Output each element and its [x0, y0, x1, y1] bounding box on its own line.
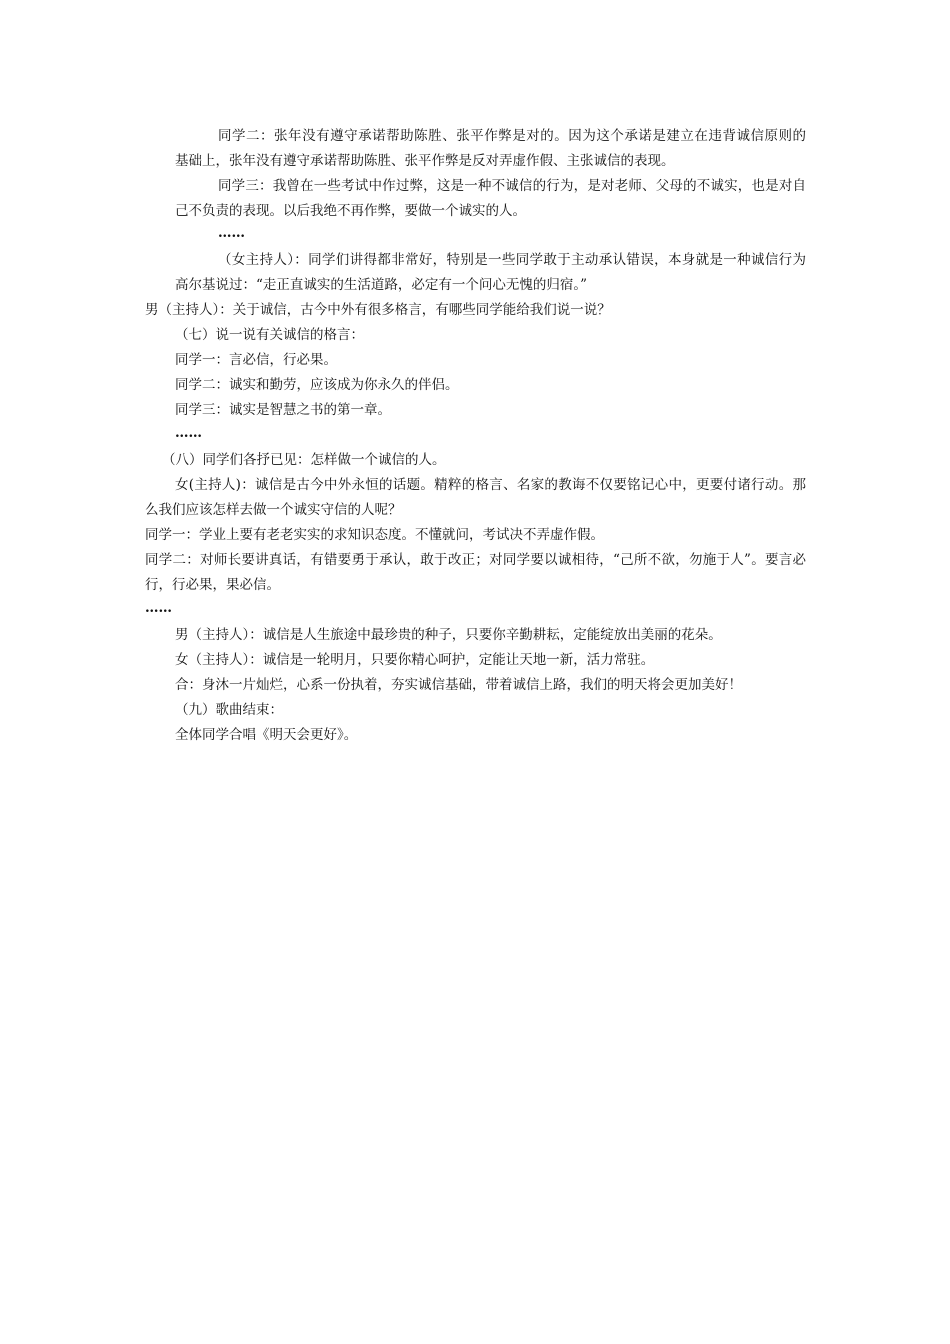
text-line: 全体同学合唱《明天会更好》。: [175, 727, 358, 743]
text-line: 男（主持人）：诚信是人生旅途中最珍贵的种子，只要你辛勤耕耘，定能绽放出美丽的花朵。: [175, 627, 722, 643]
text-line: 己不负责的表现。以后我绝不再作弊，要做一个诚实的人。: [175, 203, 526, 219]
text-line: 同学二：张年没有遵守承诺帮助陈胜、张平作弊是对的。因为这个承诺是建立在违背诚信原则的: [218, 128, 806, 144]
text-line: 女（主持人）：诚信是一轮明月，只要你精心呵护，定能让天地一新，活力常驻。: [175, 652, 655, 668]
ellipsis: ……: [145, 600, 172, 616]
text-line: 么我们应该怎样去做一个诚实守信的人呢？: [145, 502, 402, 518]
text-line: 行，行必果，果必信。: [145, 577, 280, 593]
ellipsis: ……: [175, 425, 202, 441]
text-line: 高尔基说过：“走正直诚实的生活道路，必定有一个问心无愧的归宿。”: [175, 277, 588, 293]
text-line: 同学三：我曾在一些考试中作过弊，这是一种不诚信的行为，是对老师、父母的不诚实，也是对自: [218, 178, 806, 194]
text-line: 合：身沐一片灿烂，心系一份执着，夯实诚信基础，带着诚信上路，我们的明天将会更加美好！: [175, 677, 742, 693]
text-line: 同学一：言必信，行必果。: [175, 352, 337, 368]
section-heading: （九）歌曲结束：: [175, 702, 283, 718]
text-line: 同学三：诚实是智慧之书的第一章。: [175, 402, 391, 418]
section-heading: （七）说一说有关诚信的格言：: [175, 327, 364, 343]
text-line: （女主持人）：同学们讲得都非常好，特别是一些同学敢于主动承认错误，本身就是一种诚信行为: [218, 252, 806, 268]
section-heading: （八）同学们各抒已见：怎样做一个诚信的人。: [162, 452, 446, 468]
text-line: 同学二：诚实和勤劳，应该成为你永久的伴侣。: [175, 377, 459, 393]
text-line: 女(主持人)：诚信是古今中外永恒的话题。精粹的格言、名家的教诲不仅要铭记心中，更要付诸行动。那: [175, 477, 806, 493]
text-line: 男（主持人）：关于诚信，古今中外有很多格言，有哪些同学能给我们说一说？: [145, 302, 611, 318]
text-line: 基础上，张年没有遵守承诺帮助陈胜、张平作弊是反对弄虚作假、主张诚信的表现。: [175, 153, 675, 169]
text-line: 同学一：学业上要有老老实实的求知识态度。不懂就问，考试决不弄虚作假。: [145, 527, 604, 543]
ellipsis: ……: [218, 225, 245, 241]
text-line: 同学二：对师长要讲真话，有错要勇于承认，敢于改正；对同学要以诚相待，“己所不欲，勿施于人”。要言必: [145, 552, 806, 568]
